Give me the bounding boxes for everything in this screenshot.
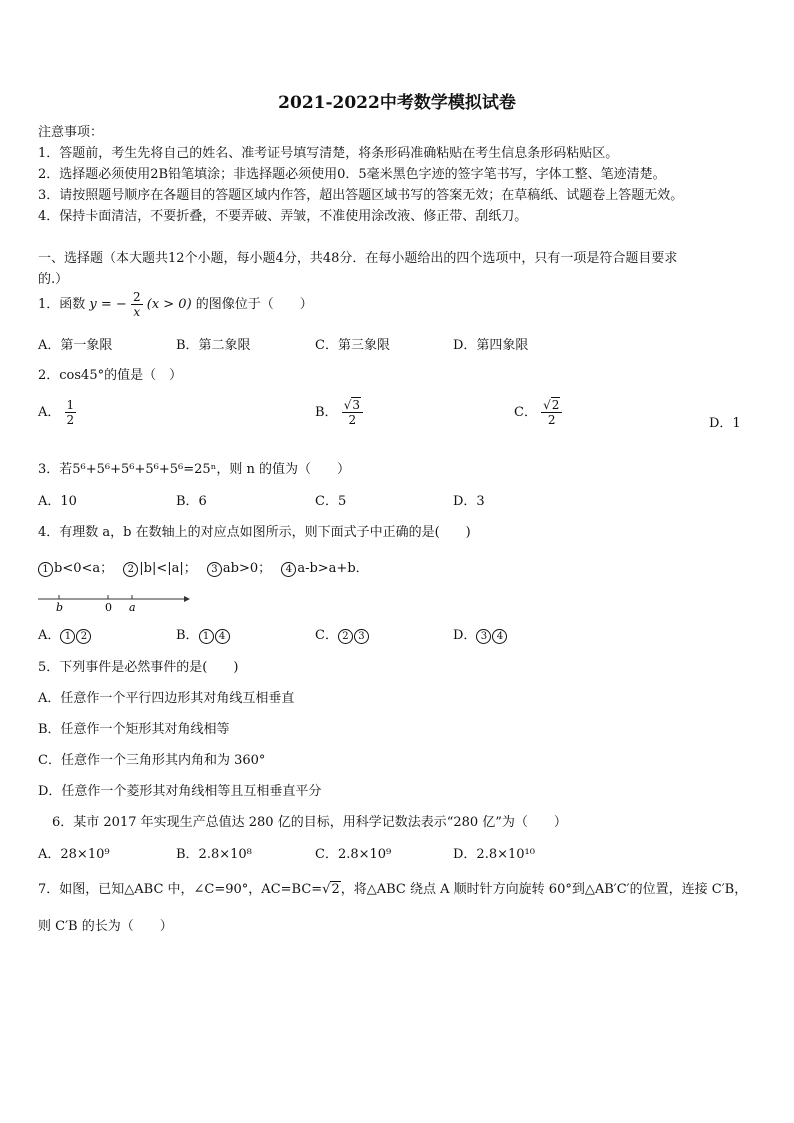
note-item: 4．保持卡面清洁，不要折叠，不要弄破、弄皱，不准使用涂改液、修正带、刮纸刀。 <box>38 209 528 224</box>
q4-statements <box>38 557 369 577</box>
q4-option-a <box>38 624 92 644</box>
q1-func-lhs: y = − <box>89 297 127 312</box>
q3-option-c: C．5 <box>315 494 347 509</box>
circled-number: 2 <box>123 562 138 577</box>
section-heading-cont: 的.） <box>38 272 69 287</box>
axis-label-zero: 0 <box>105 601 112 614</box>
q4-statement <box>281 561 368 576</box>
q4-option-c <box>315 624 370 644</box>
circled-number: 4 <box>492 629 507 644</box>
q6-option-a: A．28×10⁹ <box>38 847 110 862</box>
note-item: 3．请按照题号顺序在各题目的答题区域内作答，超出答题区域书写的答案无效；在草稿纸、试题卷上答题无效。 <box>38 188 684 203</box>
q3-stem-post: ，则 n 的值为（ ） <box>216 462 350 477</box>
q4-a-label: A． <box>38 628 61 643</box>
q4-option-d <box>453 624 508 644</box>
q7-line1-pre: 7．如图，已知△ABC 中，∠C=90°，AC=BC= <box>38 882 323 897</box>
q2-option-d: D．1 <box>709 416 741 431</box>
arrow-right-icon <box>184 596 190 602</box>
q1-fraction <box>131 290 143 319</box>
q2-option-b <box>315 398 363 427</box>
q4-c-label: C． <box>315 628 338 643</box>
q2-a-fraction <box>65 398 77 427</box>
axis-label-b: b <box>56 601 64 614</box>
q4-option-b <box>176 624 231 644</box>
circled-number: 3 <box>207 562 222 577</box>
q7-line2: 则 C′B 的长为（ ） <box>38 919 173 934</box>
q4-statement <box>38 561 113 576</box>
q2-c-radicand: 2 <box>551 398 560 412</box>
q2-b-den: 2 <box>348 413 357 427</box>
circled-number: 1 <box>38 562 53 577</box>
q6-option-b: B．2.8×10⁸ <box>176 847 252 862</box>
q4-statement <box>123 561 197 576</box>
q5-option-c: C．任意作一个三角形其内角和为 360° <box>38 753 266 768</box>
q1-frac-den: x <box>133 305 141 319</box>
q3-option-b: B．6 <box>176 494 207 509</box>
q5-option-a: A．任意作一个平行四边形其对角线互相垂直 <box>38 691 295 706</box>
question-1 <box>38 290 313 319</box>
q3-option-d: D．3 <box>453 494 485 509</box>
axis-label-a: a <box>129 601 136 614</box>
circled-number: 4 <box>215 629 230 644</box>
circled-number: 3 <box>476 629 491 644</box>
q3-option-a: A．10 <box>38 494 77 509</box>
question-5: 5．下列事件是必然事件的是( ) <box>38 660 239 675</box>
q4-statement-text: |b|<|a|； <box>139 561 197 576</box>
q4-statement-text: a-b>a+b． <box>297 561 369 576</box>
circled-number: 4 <box>281 562 296 577</box>
q2-a-num: 1 <box>66 398 75 412</box>
circled-number: 2 <box>76 629 91 644</box>
q2-b-label: B． <box>315 405 338 420</box>
q1-option-a: A．第一象限 <box>38 338 113 353</box>
q6-option-c: C．2.8×10⁹ <box>315 847 392 862</box>
q5-option-b: B．任意作一个矩形其对角线相等 <box>38 722 230 737</box>
q1-frac-num: 2 <box>132 290 141 304</box>
q3-stem-pre: 3．若 <box>38 462 73 477</box>
q2-c-num: √2 <box>541 398 562 413</box>
page-title: 2021-2022中考数学模拟试卷 <box>278 93 516 113</box>
circled-number: 1 <box>60 629 75 644</box>
q1-option-d: D．第四象限 <box>453 338 529 353</box>
circled-number: 1 <box>199 629 214 644</box>
notes-heading: 注意事项： <box>38 125 104 140</box>
q1-option-b: B．第二象限 <box>176 338 251 353</box>
note-item: 2．选择题必须使用2B铅笔填涂；非选择题必须使用0．5毫米黑色字迹的签字笔书写，字体工整、笔迹清楚。 <box>38 167 666 182</box>
q2-a-label: A． <box>38 405 61 420</box>
q1-suffix: 的图像位于（ ） <box>195 297 313 312</box>
q4-statement-text: b<0<a； <box>54 561 114 576</box>
q2-b-radicand: 3 <box>352 398 360 412</box>
question-4: 4．有理数 a，b 在数轴上的对应点如图所示，则下面式子中正确的是( ) <box>38 525 471 540</box>
q4-statement-text: ab>0； <box>222 561 272 576</box>
q6-option-d: D．2.8×10¹⁰ <box>453 847 535 862</box>
question-7: 7．如图，已知△ABC 中，∠C=90°，AC=BC=√2，将△ABC 绕点 A 顺时针方向旋转 60°到△AB′C′的位置，连接 C′B， <box>38 882 748 897</box>
q2-option-a <box>38 398 76 427</box>
q2-c-fraction <box>541 398 562 427</box>
q2-b-num: √3 <box>342 398 363 413</box>
circled-number: 2 <box>338 629 353 644</box>
q4-b-label: B． <box>176 628 199 643</box>
q2-b-fraction <box>342 398 363 427</box>
q1-cond: (x > 0) <box>146 297 192 312</box>
q2-c-den: 2 <box>547 413 556 427</box>
note-item: 1．答题前，考生先将自己的姓名、准考证号填写清楚，将条形码准确粘贴在考生信息条形码粘贴区。 <box>38 146 619 161</box>
q7-sqrt-radicand: 2 <box>331 882 340 897</box>
q1-prefix: 1．函数 <box>38 297 86 312</box>
q5-option-d: D．任意作一个菱形其对角线相等且互相垂直平分 <box>38 784 322 799</box>
circled-number: 3 <box>354 629 369 644</box>
q4-statement <box>207 561 271 576</box>
q7-line1-post: ，将△ABC 绕点 A 顺时针方向旋转 60°到△AB′C′的位置，连接 C′B， <box>340 882 748 897</box>
question-3 <box>38 458 350 477</box>
q4-d-label: D． <box>453 628 477 643</box>
q2-c-label: C． <box>514 405 537 420</box>
q3-expression: 5⁶+5⁶+5⁶+5⁶+5⁶=25ⁿ <box>72 462 217 477</box>
q2-option-c <box>514 398 562 427</box>
q1-option-c: C．第三象限 <box>315 338 390 353</box>
q2-a-den: 2 <box>66 413 75 427</box>
question-2: 2．cos45°的值是（ ） <box>38 368 183 383</box>
section-heading: 一、选择题（本大题共12个小题，每小题4分，共48分．在每小题给出的四个选项中，只有一项是符合题目要求 <box>38 251 678 266</box>
number-line-figure <box>36 590 196 614</box>
question-6: 6．某市 2017 年实现生产总值达 280 亿的目标，用科学记数法表示“280 亿”为（ ） <box>52 815 567 830</box>
